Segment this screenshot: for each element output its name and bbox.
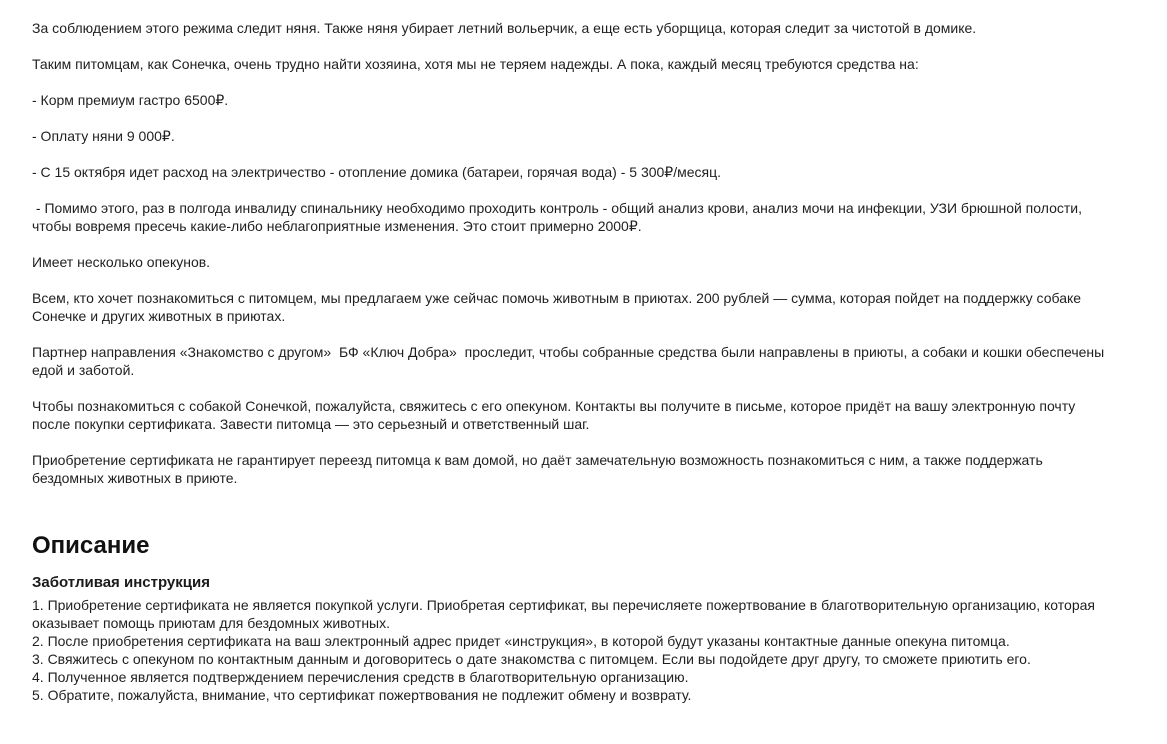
paragraph-guardians: Имеет несколько опекунов.: [32, 254, 211, 270]
paragraph-disclaimer: Приобретение сертификата не гарантирует переезд питомца к вам домой, но даёт замечательную возможность познакомиться с ним, а также поддержать бездомных животных в приюте.: [32, 452, 1047, 486]
instruction-item: 5. Обратите, пожалуйста, внимание, что сертификат пожертвования не подлежит обмену и возврату.: [32, 687, 692, 703]
paragraph-contact: Чтобы познакомиться с собакой Сонечкой, пожалуйста, свяжитесь с его опекуном. Контакты вы получите в письме, которое придёт на вашу электронную почту после покупки сертификата. Завести питомца — это серьезный и ответственный шаг.: [32, 398, 1080, 432]
list-item-food: - Корм премиум гастро 6500₽.: [32, 92, 229, 108]
description-heading: Описание: [32, 532, 150, 559]
paragraph-help-offer: Всем, кто хочет познакомиться с питомцем, мы предлагаем уже сейчас помочь животным в приютах. 200 рублей — сумма, которая пойдет на поддержку собаке Сонечке и других животных в приютах.: [32, 290, 1085, 324]
instruction-list: [32, 596, 1112, 704]
instruction-item: 3. Свяжитесь с опекуном по контактным данным и договоритесь о дате знакомства с питомцем. Если вы подойдете друг другу, то сможете приютить его.: [32, 651, 1031, 667]
list-item-nanny: - Оплату няни 9 000₽.: [32, 128, 175, 144]
paragraph-funds-needed: Таким питомцам, как Сонечка, очень трудно найти хозяина, хотя мы не теряем надежды. А пока, каждый месяц требуются средства на:: [32, 56, 919, 72]
article-content: [32, 19, 1112, 704]
instruction-item: 1. Приобретение сертификата не является покупкой услуги. Приобретая сертификат, вы перечисляете пожертвование в благотворительную организацию, которая оказывает помощь приютам для бездомных животных.: [32, 597, 1095, 631]
list-item-electricity: - С 15 октября идет расход на электричество - отопление домика (батареи, горячая вода) - 5 300₽/месяц.: [32, 164, 721, 180]
instruction-item: 2. После приобретения сертификата на ваш электронный адрес придет «инструкция», в которой будут указаны контактные данные опекуна питомца.: [32, 633, 1010, 649]
instruction-subheading: Заботливая инструкция: [32, 574, 210, 591]
paragraph-partner: Партнер направления «Знакомство с другом» БФ «Ключ Добра» проследит, чтобы собранные средства были направлены в приюты, а собаки и кошки обеспечены едой и заботой.: [32, 344, 1109, 378]
list-item-medical: - Помимо этого, раз в полгода инвалиду спинальнику необходимо проходить контроль - общий анализ крови, анализ мочи на инфекции, УЗИ брюшной полости, чтобы вовремя пресечь какие-либо неблагоприятные изменения. Это стоит примерно 2000₽.: [32, 200, 1086, 234]
instruction-item: 4. Полученное является подтверждением перечисления средств в благотворительную организацию.: [32, 669, 689, 685]
paragraph-care-regime: За соблюдением этого режима следит няня. Также няня убирает летний вольерчик, а еще есть уборщица, которая следит за чистотой в домике.: [32, 20, 977, 36]
